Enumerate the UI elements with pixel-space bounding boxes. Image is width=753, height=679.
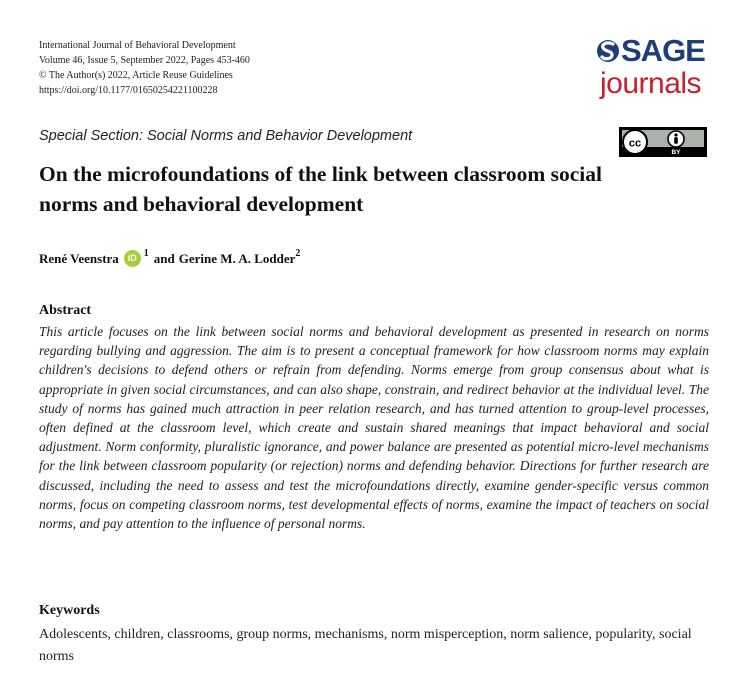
journal-copyright: © The Author(s) 2022, Article Reuse Guidelines (39, 70, 233, 81)
sage-logo-text: SAGE (621, 33, 705, 68)
orcid-icon[interactable]: iD (124, 250, 141, 267)
author-joiner: and (153, 250, 175, 266)
author-name[interactable]: Gerine M. A. Lodder (178, 250, 296, 266)
keywords-heading: Keywords (39, 603, 100, 618)
attribution-person-icon (668, 131, 684, 147)
section-label: Special Section: Social Norms and Behavior Development (39, 128, 413, 144)
journals-logo-text: journals (600, 67, 702, 100)
cc-badge-label: BY (671, 149, 681, 156)
svg-text:cc: cc (628, 137, 642, 150)
abstract-heading: Abstract (39, 303, 92, 318)
abstract-text: This article focuses on the link between social norms and behavioral development as presented in research on norms regarding bullying and aggression. The aim is to present a conceptual framework for how classroom norms may explain children's decisions to defend others or refrain from defending. Norms emerge from group consensus about what is appropriate in given social circumstances, and can also shape, constrain, and redirect behavior at the individual level. The study of norms has gained much attraction in peer relation research, and has turned attention to group-level processes, often defined at the classroom level, which create and sustain shared meanings that impact behavioral and social adjustment. Norm conformity, pluralistic ignorance, and power balance are presented as potential micro-level mechanisms for the link between classroom popularity (or rejection) norms and defending behavior. Directions for further research are discussed, including the need to assess and test the microfoundations directly, examine gender-specific versus common norms, focus on competing classroom norms, test developmental effects of norms, examine the impact of teachers on social norms, and pay attention to the influence of personal norms. (39, 324, 709, 532)
cc-icon (623, 130, 647, 154)
sage-swirl-icon (596, 36, 620, 66)
journal-name: International Journal of Behavioral Development (39, 40, 236, 51)
author-affiliation: 2 (295, 248, 301, 259)
author-affiliation: 1 (143, 248, 149, 259)
journal-volume: Volume 46, Issue 5, September 2022, Pages 453-460 (39, 55, 250, 66)
article-title: On the microfoundations of the link between classroom social norms and behavioral development (39, 162, 602, 216)
sage-journals-logo[interactable] (596, 34, 716, 106)
cc-by-license-badge[interactable] (619, 127, 707, 157)
journal-doi[interactable]: https://doi.org/10.1177/01650254221100228 (39, 85, 218, 96)
keywords-text: Adolescents, children, classrooms, group norms, mechanisms, norm misperception, norm salience, popularity, social norms (39, 627, 692, 664)
author-name[interactable]: René Veenstra (39, 250, 119, 266)
author-list (39, 250, 300, 267)
journal-meta (39, 38, 250, 98)
